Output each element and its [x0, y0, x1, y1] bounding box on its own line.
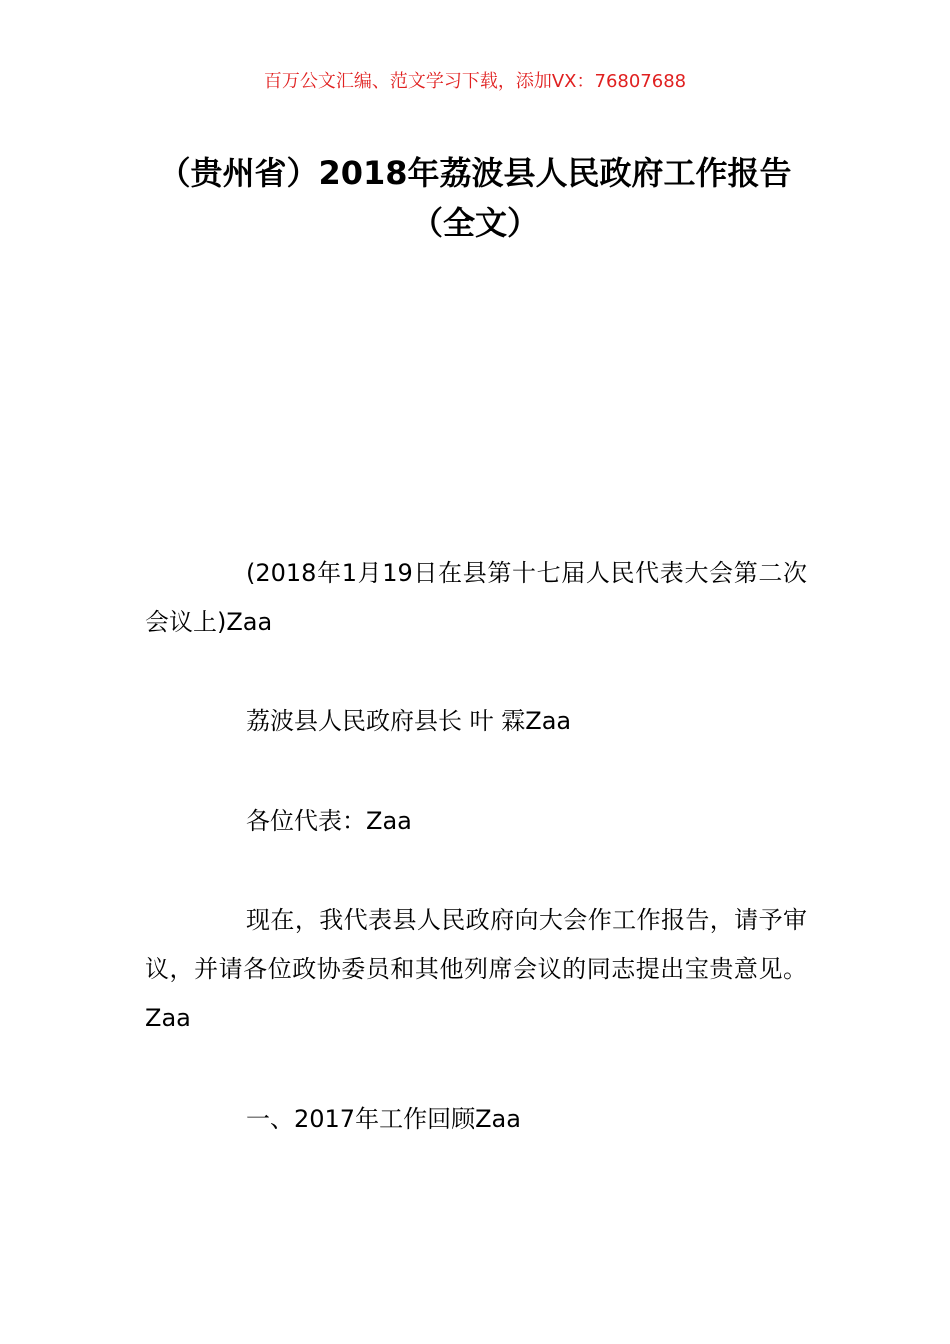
header-note: 百万公文汇编、范文学习下载，添加VX：76807688	[263, 71, 687, 92]
paragraph-opening: 现在，我代表县人民政府向大会作工作报告，请予审议，并请各位政协委员和其他列席会议的同志提出宝贵意见。Zaa	[145, 906, 807, 1032]
section-heading: 一、2017年工作回顾Zaa	[246, 1105, 521, 1133]
paragraph-salutation: 各位代表：Zaa	[246, 807, 412, 835]
paragraph-meeting-info: (2018年1月19日在县第十七届人民代表大会第二次会议上)Zaa	[145, 559, 807, 636]
document-title: （贵州省）2018年荔波县人民政府工作报告（全文）	[158, 154, 792, 242]
paragraph-speaker: 荔波县人民政府县长 叶 霖Zaa	[246, 707, 572, 735]
